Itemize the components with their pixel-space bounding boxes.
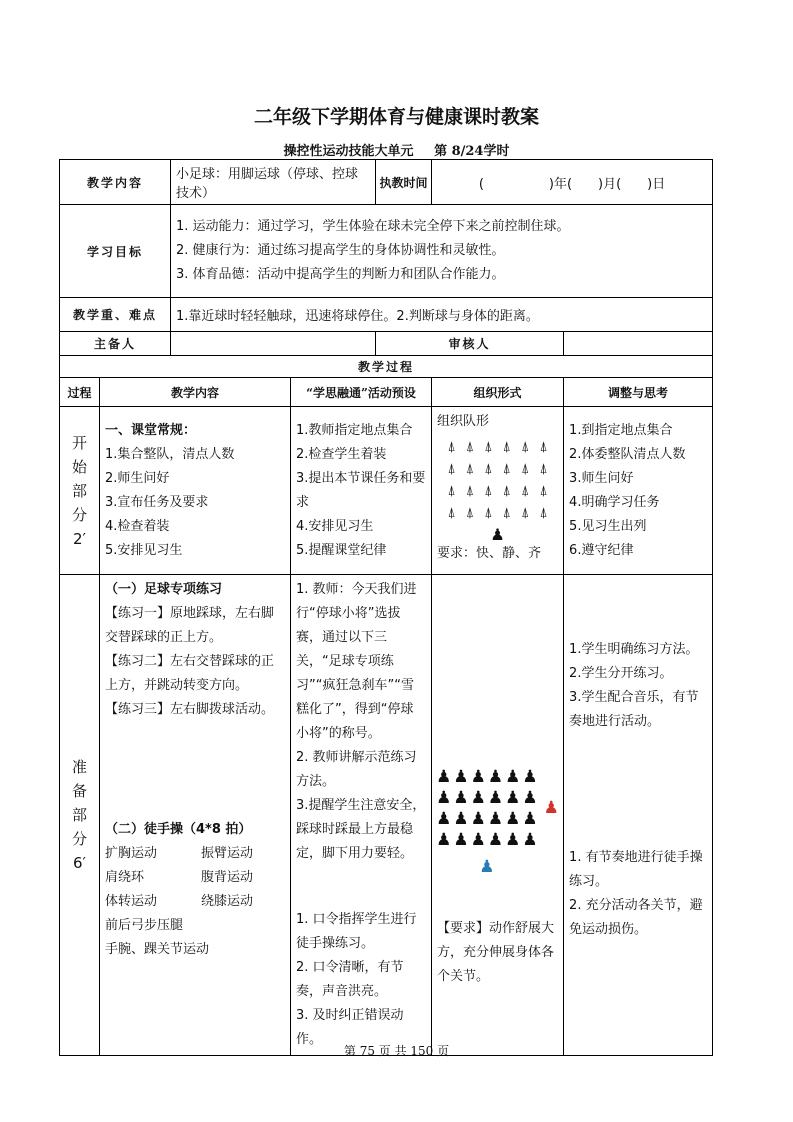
student-icon: ♟ — [487, 830, 504, 850]
exercise-row: 手腕、踝关节运动 — [105, 942, 210, 957]
list-item: 3.提出本节课任务和要求 — [296, 470, 426, 510]
student-icon: ⍋ — [447, 461, 456, 477]
exercise-row: 肩绕环 腹背运动 — [105, 870, 254, 885]
list-item: 2.师生问好 — [105, 470, 170, 486]
list-item: 4.安排见习生 — [296, 518, 374, 534]
list-item: 1. 口令指挥学生进行徒手操练习。 — [296, 912, 417, 951]
time-label: 执教时间 — [376, 160, 432, 205]
student-icon: ⍋ — [484, 505, 493, 521]
prep-content — [100, 575, 291, 1056]
student-icon: ⍋ — [502, 483, 511, 499]
content-value: 小足球：用脚运球（停球、控球技术） — [171, 160, 376, 205]
start-phase-row — [60, 407, 713, 575]
student-icon: ⍋ — [520, 439, 530, 455]
lesson-plan-table — [59, 159, 713, 1056]
prep-organization — [432, 575, 564, 1056]
preparer-value — [171, 332, 376, 356]
student-icon: ♟ — [487, 809, 504, 829]
list-item: 2. 口令清晰，有节奏，声音洪亮。 — [296, 960, 404, 999]
crowd-diagram — [437, 768, 558, 877]
list-item: 5.见习生出列 — [569, 518, 647, 534]
list-item: 5.安排见习生 — [105, 542, 183, 558]
student-icon: ♟ — [522, 767, 538, 787]
leader-icon: ♟ — [543, 797, 559, 818]
student-icon: ⍋ — [465, 439, 475, 455]
list-item: 4.检查着装 — [105, 518, 170, 534]
start-adjustments — [564, 407, 713, 575]
student-icon: ♟ — [487, 767, 504, 787]
goal-item: 2. 健康行为：通过练习提高学生的身体协调性和灵敏性。 — [176, 243, 505, 258]
student-icon: ⍋ — [484, 439, 493, 455]
list-item: 2.体委整队清点人数 — [569, 446, 686, 462]
list-item: 3. 及时纠正错误动作。 — [296, 1008, 404, 1047]
col-header: “学思融通”活动预设 — [291, 378, 432, 407]
org-requirement: 【要求】动作舒展大方，充分伸展身体各个关节。 — [437, 921, 555, 984]
list-item: 6.遵守纪律 — [569, 542, 634, 558]
prep-activities — [291, 575, 432, 1056]
student-icon: ♟ — [470, 788, 486, 808]
student-icon: ♟ — [436, 809, 452, 829]
start-content — [100, 407, 291, 575]
prep-phase-label: 准 备 部 分 6′ — [60, 575, 100, 1056]
student-icon: ⍋ — [484, 483, 493, 499]
list-item: 4.明确学习任务 — [569, 494, 660, 510]
lesson-number: 第 8/24学时 — [434, 144, 510, 159]
student-icon: ⍋ — [539, 439, 548, 455]
key-label: 教学重、难点 — [60, 298, 171, 332]
exercise-title: （二）徒手操（4*8 拍） — [105, 822, 252, 837]
col-header: 调整与思考 — [564, 378, 713, 407]
student-icon: ⍋ — [539, 483, 548, 499]
list-item: 1.教师指定地点集合 — [296, 422, 413, 438]
student-icon: ♟ — [470, 767, 486, 787]
content-label: 教学内容 — [60, 160, 171, 205]
student-icon: ♟ — [487, 788, 504, 808]
process-label: 教学过程 — [60, 356, 713, 378]
list-item: 1. 有节奏地进行徒手操练习。 — [569, 850, 703, 889]
student-icon: ♟ — [436, 830, 452, 850]
list-item: 【练习一】原地踩球，左右脚交替踩球的正上方。 — [105, 606, 275, 645]
start-organization — [432, 407, 564, 575]
list-item: 5.提醒课堂纪律 — [296, 542, 387, 558]
student-icon: ♟ — [522, 788, 538, 808]
list-item: 1.到指定地点集合 — [569, 422, 673, 438]
list-item: 1.集合整队，清点人数 — [105, 446, 235, 462]
prep-phase-row — [60, 575, 713, 1056]
preparer-label: 主备人 — [60, 332, 171, 356]
student-icon: ⍋ — [465, 483, 475, 499]
student-icon: ⍋ — [465, 461, 475, 477]
student-icon: ♟ — [505, 767, 521, 787]
prep-adjustments — [564, 575, 713, 1056]
page-title: 二年级下学期体育与健康课时教案 — [253, 106, 539, 128]
student-icon: ⍋ — [539, 505, 548, 521]
reviewer-value — [564, 332, 713, 356]
list-item: 2.学生分开练习。 — [569, 666, 673, 681]
exercise-row: 前后弓步压腿 — [105, 918, 184, 933]
list-item: （一）足球专项练习 — [105, 582, 223, 597]
student-icon: ♟ — [505, 830, 521, 850]
col-header: 组织形式 — [432, 378, 564, 407]
list-item: 2.检查学生着装 — [296, 446, 387, 462]
goal-item: 3. 体育品德：活动中提高学生的判断力和团队合作能力。 — [176, 267, 505, 282]
list-item: 2. 教师讲解示范练习方法。 — [296, 750, 417, 789]
student-icon: ♟ — [470, 809, 486, 829]
student-icon: ⍋ — [502, 439, 511, 455]
student-icon: ♟ — [436, 788, 452, 808]
student-icon: ⍋ — [520, 483, 530, 499]
col-header: 过程 — [60, 378, 100, 407]
list-item: 3.提醒学生注意安全，踩球时踩最上方最稳定，脚下用力要轻。 — [296, 798, 426, 861]
list-item: 3.师生问好 — [569, 470, 634, 486]
org-title: 组织队形 — [437, 414, 490, 429]
student-icon: ♟ — [522, 830, 538, 850]
list-item: 3.宣布任务及要求 — [105, 494, 209, 510]
student-icon: ⍋ — [539, 461, 548, 477]
list-item: 一、课堂常规： — [105, 422, 197, 438]
teacher-icon: ♟ — [479, 857, 495, 877]
subtitle — [0, 140, 793, 159]
student-icon: ⍋ — [520, 461, 530, 477]
student-icon: ⍋ — [447, 483, 456, 499]
formation-diagram — [437, 440, 558, 542]
student-icon: ♟ — [522, 809, 538, 829]
goals-list — [171, 205, 713, 298]
student-icon: ⍋ — [447, 505, 456, 521]
student-icon: ⍋ — [447, 439, 456, 455]
list-item: 1. 教师：今天我们进行“停球小将”选拔赛，通过以下三关，“足球专项练习”“疯狂急刹车”“雪糕化了”，得到“停球小将”的称号。 — [296, 582, 417, 741]
page-footer: 第 75 页 共 150 页 — [343, 1044, 450, 1058]
student-icon: ♟ — [453, 830, 469, 850]
unit-name: 操控性运动技能大单元 — [283, 144, 414, 159]
exercise-row: 扩胸运动 振臂运动 — [105, 846, 254, 861]
student-icon: ♟ — [505, 809, 521, 829]
list-item: 1.学生明确练习方法。 — [569, 642, 699, 657]
student-icon: ♟ — [453, 767, 469, 787]
time-value: ( )年( )月( )日 — [432, 160, 713, 205]
teacher-icon: ♟ — [490, 525, 505, 544]
student-icon: ⍋ — [502, 505, 511, 521]
exercise-row: 体转运动 绕膝运动 — [105, 894, 254, 909]
student-icon: ♟ — [505, 788, 521, 808]
list-item: 2. 充分活动各关节，避免运动损伤。 — [569, 898, 703, 937]
student-icon: ♟ — [453, 809, 469, 829]
key-value: 1.靠近球时轻轻触球，迅速将球停住。2.判断球与身体的距离。 — [171, 298, 713, 332]
student-icon: ♟ — [470, 830, 486, 850]
student-icon: ⍋ — [465, 505, 475, 521]
goal-item: 1. 运动能力：通过学习，学生体验在球未完全停下来之前控制住球。 — [176, 219, 570, 234]
start-phase-label: 开 始 部 分 2′ — [60, 407, 100, 575]
org-requirement: 要求：快、静、齐 — [437, 546, 542, 561]
student-icon: ⍋ — [520, 505, 530, 521]
goals-label: 学习目标 — [60, 205, 171, 298]
reviewer-label: 审核人 — [376, 332, 564, 356]
student-icon: ⍋ — [484, 461, 493, 477]
col-header: 教学内容 — [100, 378, 291, 407]
student-icon: ⍋ — [502, 461, 511, 477]
start-activities — [291, 407, 432, 575]
list-item: 【练习三】左右脚拨球活动。 — [105, 702, 275, 717]
student-icon: ♟ — [453, 788, 469, 808]
student-icon: ♟ — [436, 767, 452, 787]
list-item: 3.学生配合音乐，有节奏地进行活动。 — [569, 690, 699, 729]
list-item: 【练习二】左右交替踩球的正上方，并跳动转变方向。 — [105, 654, 275, 693]
